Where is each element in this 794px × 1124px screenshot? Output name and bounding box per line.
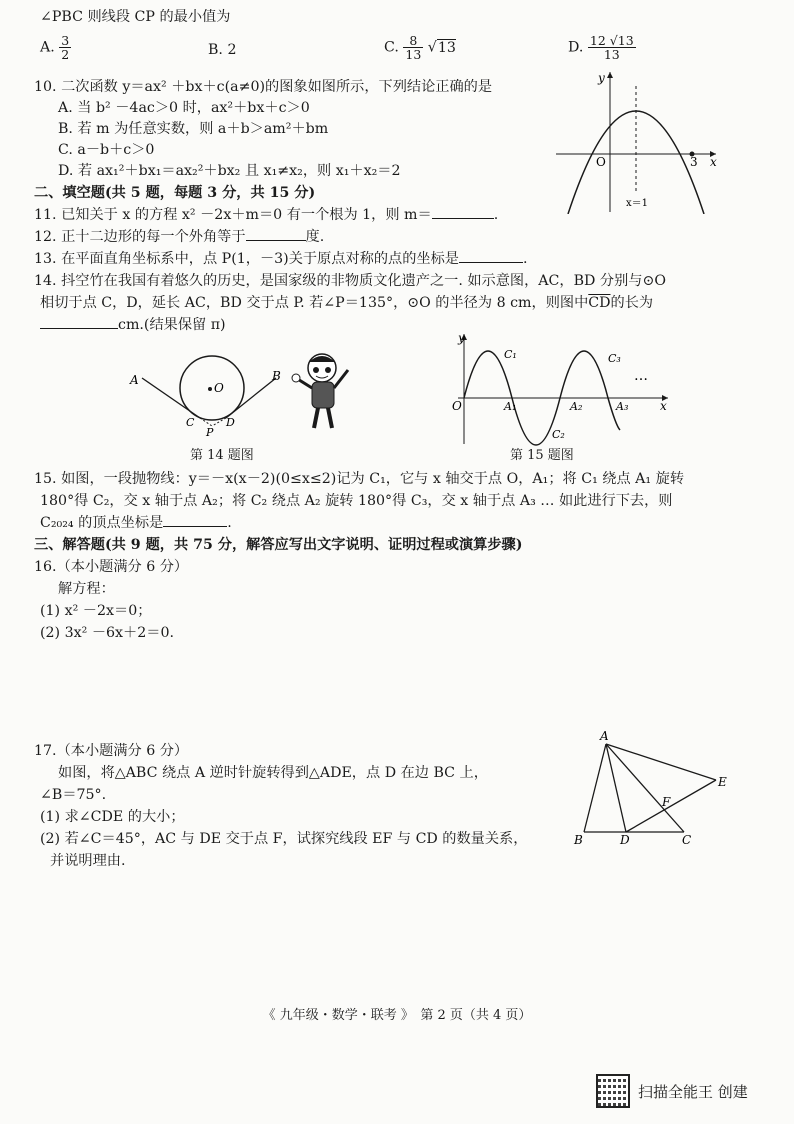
- q16-instruction: 解方程：: [58, 581, 115, 597]
- page-footer: 《 九年级・数学・联考 》 第 2 页（共 4 页）: [262, 1008, 532, 1023]
- q13-blank[interactable]: [459, 262, 523, 263]
- q15-origin-label: O: [452, 399, 462, 413]
- q9-option-a: A. $\frac{3}{2}$: [40, 33, 70, 62]
- q14-line-2: 相切于点 C，D，延长 AC，BD 交于点 P. 若∠P＝135°，⊙O 的半径为 8 cm，则图中$\overline{CD}$的长为: [40, 295, 654, 311]
- q17-part-1: (1) 求∠CDE 的大小；: [40, 809, 185, 825]
- q10-three-label: 3: [690, 155, 698, 169]
- q17-point-e: E: [718, 775, 727, 789]
- q16-heading: 16.（本小题满分 6 分）: [34, 559, 189, 575]
- q15-figure: [448, 330, 674, 446]
- q10-option-a: A. 当 b² －4ac＞0 时，ax²＋bx＋c＞0: [58, 100, 310, 116]
- q14-caption: 第 14 题图: [190, 448, 254, 463]
- q12: 12. 正十二边形的每一个外角等于 度.: [34, 229, 325, 245]
- q17-point-d: D: [620, 833, 630, 847]
- q15-caption: 第 15 题图: [510, 448, 574, 463]
- q10-x-label: x: [710, 155, 717, 169]
- q15-a2-label: A₂: [570, 400, 583, 413]
- q17-figure: [572, 730, 732, 850]
- q10-option-d: D. 若 ax₁²＋bx₁＝ax₂²＋bx₂ 且 x₁≠x₂，则 x₁＋x₂＝2: [58, 163, 401, 179]
- q14-figure: [126, 348, 366, 438]
- q14-point-o: O: [214, 381, 224, 395]
- q17-point-f: F: [662, 795, 671, 809]
- q10-y-label: y: [598, 71, 605, 85]
- q9-option-c: C. $\frac{8}{13}$ √13: [384, 33, 456, 62]
- section-3-heading: 三、解答题(共 9 题，共 75 分，解答应写出文字说明、证明过程或演算步骤): [34, 537, 523, 553]
- q15-a3-label: A₃: [616, 400, 629, 413]
- q17-heading: 17.（本小题满分 6 分）: [34, 743, 189, 759]
- scanner-watermark: [596, 1074, 748, 1108]
- q12-blank[interactable]: [246, 240, 306, 241]
- q10-option-b: B. 若 m 为任意实数，则 a＋b＞am²＋bm: [58, 121, 329, 137]
- q9-option-d: D. $\frac{12 √13}{13}$: [568, 33, 634, 62]
- q17-point-a: A: [600, 730, 609, 743]
- q13: 13. 在平面直角坐标系中，点 P(1，－3)关于原点对称的点的坐标是 .: [34, 251, 528, 267]
- q17-part-2-cont: 并说明理由.: [50, 853, 126, 869]
- q14-point-c: C: [186, 416, 195, 429]
- q17-stem-2: ∠B＝75°.: [40, 787, 107, 803]
- q14-blank[interactable]: [40, 328, 118, 329]
- q11: 11. 已知关于 x 的方程 x² －2x＋m＝0 有一个根为 1，则 m＝ .: [34, 207, 499, 223]
- q15-line-3: C₂₀₂₄ 的顶点坐标是 .: [40, 515, 232, 531]
- q14-point-p: P: [206, 426, 214, 438]
- q15-x-label: x: [660, 399, 667, 413]
- q15-blank[interactable]: [163, 526, 227, 527]
- q17-point-c: C: [682, 833, 692, 847]
- q10-stem: 10. 二次函数 y＝ax² ＋bx＋c(a≠0)的图象如图所示，下列结论正确的是: [34, 79, 493, 95]
- q14-point-d: D: [226, 416, 235, 429]
- q11-blank[interactable]: [432, 218, 494, 219]
- scanner-label: 扫描全能王 创建: [638, 1082, 748, 1101]
- q10-axis-label: x＝1: [626, 198, 649, 209]
- q16-part-1: (1) x² －2x＝0；: [40, 603, 152, 619]
- q17-part-2: (2) 若∠C＝45°，AC 与 DE 交于点 F，试探究线段 EF 与 CD 的数量关系，: [40, 831, 528, 847]
- q9-tail: ∠PBC 则线段 CP 的最小值为: [40, 9, 231, 25]
- q10-figure: [548, 66, 728, 214]
- q14-line-1: 14. 抖空竹在我国有着悠久的历史，是国家级的非物质文化遗产之一. 如示意图，AC，BD 分别与⊙O: [34, 273, 666, 289]
- section-2-heading: 二、填空题(共 5 题，每题 3 分，共 15 分): [34, 185, 316, 201]
- q15-line-2: 180°得 C₂，交 x 轴于点 A₂；将 C₂ 绕点 A₂ 旋转 180°得 C₃，交 x 轴于点 A₃ … 如此进行下去，则: [40, 493, 673, 509]
- q15-c2-label: C₂: [552, 428, 565, 441]
- q17-point-b: B: [574, 833, 583, 847]
- diabolo-mascot-illustration: [292, 354, 348, 428]
- q14-line-3: cm.(结果保留 π): [40, 316, 226, 334]
- q15-a1-label: A₁: [504, 400, 517, 413]
- qr-code-icon: [596, 1074, 630, 1108]
- q9-option-b: B. 2: [208, 42, 237, 58]
- q16-part-2: (2) 3x² －6x＋2＝0.: [40, 625, 174, 641]
- q14-point-a: A: [130, 373, 139, 387]
- q15-line-1: 15. 如图，一段抛物线：y＝－x(x－2)(0≤x≤2)记为 C₁，它与 x 轴交于点 O，A₁；将 C₁ 绕点 A₁ 旋转: [34, 471, 685, 487]
- q17-stem-1: 如图，将△ABC 绕点 A 逆时针旋转得到△ADE，点 D 在边 BC 上，: [58, 765, 488, 781]
- q15-y-label: y: [458, 331, 465, 345]
- q15-ellipsis: …: [634, 368, 648, 384]
- q10-option-c: C. a－b＋c＞0: [58, 142, 155, 158]
- q14-point-b: B: [272, 369, 281, 383]
- q15-c3-label: C₃: [608, 352, 621, 365]
- q10-origin-label: O: [596, 155, 606, 169]
- q15-c1-label: C₁: [504, 348, 517, 361]
